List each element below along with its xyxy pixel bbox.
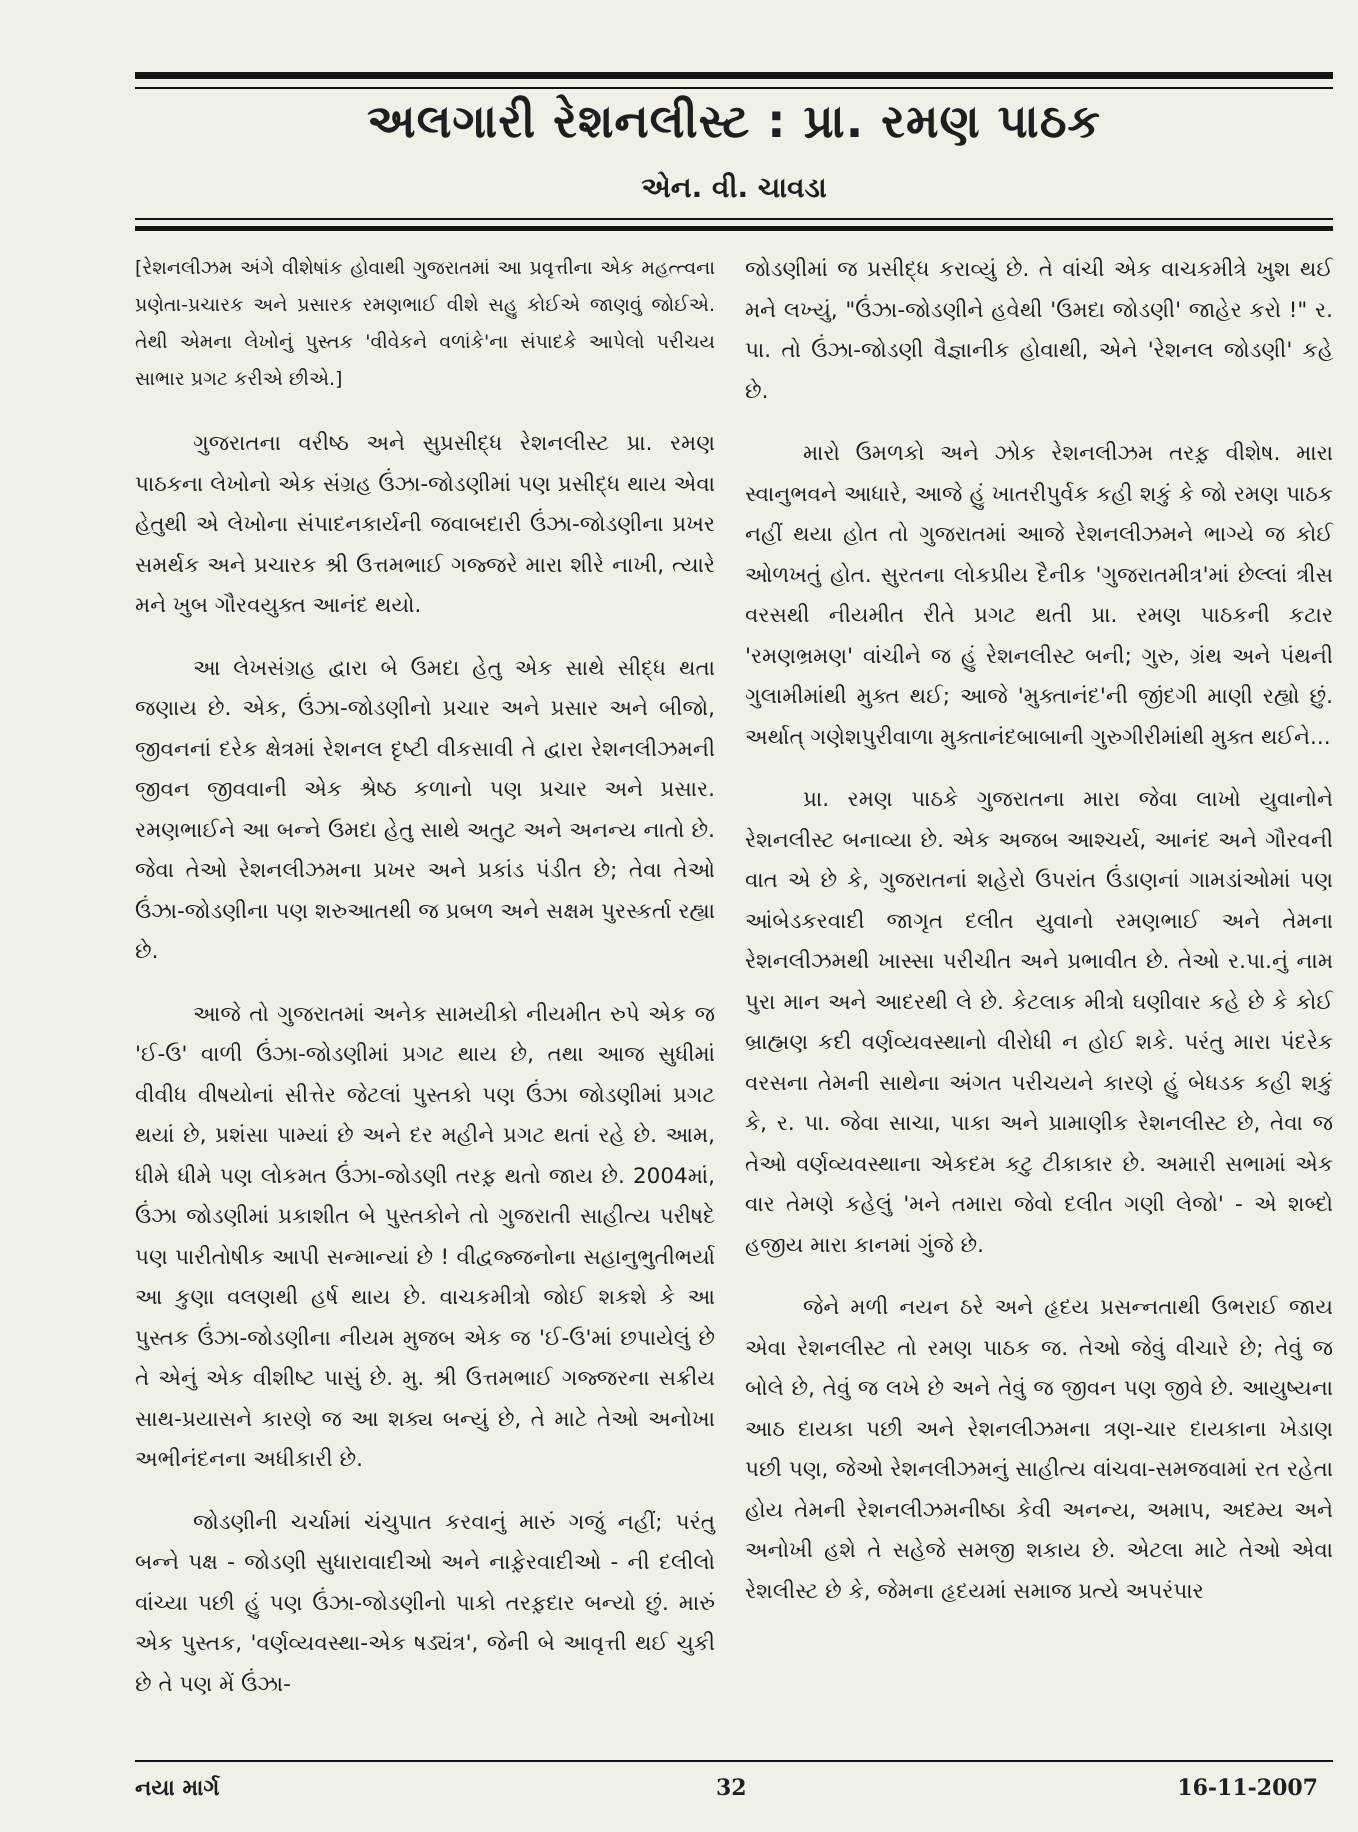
issue-date: 16-11-2007 — [1177, 1775, 1318, 1801]
page-number: 32 — [716, 1775, 747, 1801]
left-column — [135, 250, 715, 1727]
paragraph: આજે તો ગુજરાતમાં અનેક સામયીકો નીયમીત રુપે એક જ 'ઈ-ઉ' વાળી ઉંઝા-જોડણીમાં પ્રગટ થાય છે, તથા આજ સુધીમાં વીવીધ વીષયોનાં સીત્તેર જેટલાં પુસ્તકો પણ ઉંઝા જોડણીમાં પ્રગટ થયાં છે, પ્રશંસા પામ્યાં છે અને દર મહીને પ્રગટ થતાં રહે છે. આમ, ધીમે ધીમે પણ લોકમત ઉંઝા-જોડણી તરફ઼ થતો જાય છે. 2004માં, ઉંઝા જોડણીમાં પ્રકાશીત બે પુસ્તકોને તો ગુજરાતી સાહીત્ય પરીષદે પણ પારીતોષીક આપી સન્માન્યાં છે ! વીદ્વજ્જનોના સહાનુભુતીભર્યા આ કુણા વલણથી હર્ષ થાય છે. વાચકમીત્રો જોઈ શકશે કે આ પુસ્તક ઉંઝા-જોડણીના નીયમ મુજબ એક જ 'ઈ-ઉ'માં છપાયેલું છે તે એનું એક વીશીષ્ટ પાસું છે. મુ. શ્રી ઉત્તમભાઈ ગજ્જરના સક્રીય સાથ-પ્રયાસને કારણે જ આ શક્ય બન્યું છે, તે માટે તેઓ અનોખા અભીનંદનના અધીકારી છે. — [135, 1001, 715, 1472]
header-thin-rule — [135, 218, 1333, 220]
paragraph: પ્રા. રમણ પાઠકે ગુજરાતના મારા જેવા લાખો યુવાનોને રેશનલીસ્ટ બનાવ્યા છે. એક અજબ આશ્ચર્ય, આનંદ અને ગૌરવની વાત એ છે કે, ગુજરાતનાં શહેરો ઉપરાંત ઉંડાણનાં ગામડાંઓમાં પણ આંબેડકરવાદી જાગૃત દલીત યુવાનો રમણભાઈ અને તેમના રેશનલીઝમથી ખાસ્સા પરીચીત અને પ્રભાવીત છે. તેઓ ર.પા.નું નામ પુરા માન અને આદરથી લે છે. કેટલાક મીત્રો ઘણીવાર કહે છે કે કોઈ બ્રાહ્મણ કદી વર્ણવ્યવસ્થાનો વીરોધી ન હોઈ શકે. પરંતુ મારા પંદરેક વરસના તેમની સાથેના અંગત પરીચયને કારણે હું બેધડક કહી શકું કે, ર. પા. જેવા સાચા, પાકા અને પ્રામાણીક રેશનલીસ્ટ છે, તેવા જ તેઓ વર્ણવ્યવસ્થાના એકદમ કટુ ટીકાકાર છે. અમારી સભામાં એક વાર તેમણે કહેલું 'મને તમારા જેવો દલીત ગણી લેજો' - એ શબ્દો હજીય મારા કાનમાં ગુંજે છે. — [745, 787, 1333, 1258]
paragraph: ગુજરાતના વરીષ્ઠ અને સુપ્રસીદ્ધ રેશનલીસ્ટ પ્રા. રમણ પાઠકના લેખોનો એક સંગ્રહ ઉંઝા-જોડણીમાં પણ પ્રસીદ્ધ થાય એવા હેતુથી એ લેખોના સંપાદનકાર્યની જવાબદારી ઉંઝા-જોડણીના પ્રખર સમર્થક અને પ્રચારક શ્રી ઉત્તમભાઈ ગજ્જરે મારા શીરે નાખી, ત્યારે મને ખુબ ગૌરવયુક્ત આનંદ થયો. — [135, 431, 715, 618]
paragraph: આ લેખસંગ્રહ દ્વારા બે ઉમદા હેતુ એક સાથે સીદ્ધ થતા જણાય છે. એક, ઉંઝા-જોડણીનો પ્રચાર અને પ્રસાર અને બીજો, જીવનનાં દરેક ક્ષેત્રમાં રેશનલ દૃષ્ટી વીકસાવી તે દ્વારા રેશનલીઝમની જીવન જીવવાની એક શ્રેષ્ઠ કળાનો પણ પ્રચાર અને પ્રસાર. રમણભાઈને આ બન્ને ઉમદા હેતુ સાથે અતુટ અને અનન્ય નાતો છે. જેવા તેઓ રેશનલીઝમના પ્રખર અને પ્રકાંડ પંડીત છે; તેવા તેઓ ઉંઝા-જોડણીના પણ શરુઆતથી જ પ્રબળ અને સક્ષમ પુરસ્કર્તા રહ્યા છે. — [135, 655, 715, 964]
top-thin-rule — [135, 87, 1333, 89]
paragraph: મારો ઉમળકો અને ઝોક રેશનલીઝમ તરફ઼ વીશેષ. મારા સ્વાનુભવને આધારે, આજે હું ખાતરીપુર્વક કહી શકું કે જો રમણ પાઠક નહીં થયા હોત તો ગુજરાતમાં આજે રેશનલીઝમને ભાગ્યે જ કોઈ ઓળખતું હોત. સુરતના લોકપ્રીય દૈનીક 'ગુજરાતમીત્ર'માં છેલ્લાં ત્રીસ વરસથી નીયમીત રીતે પ્રગટ થતી પ્રા. રમણ પાઠકની કટાર 'રમણભ્રમણ' વાંચીને જ હું રેશનલીસ્ટ બની; ગુરુ, ગ્રંથ અને પંથની ગુલામીમાંથી મુક્ત થઈ; આજે 'મુક્તાનંદ'ની જીંદગી માણી રહ્યો છું. અર્થાત્ ગણેશપુરીવાળા મુક્તાનંદબાબાની ગુરુગીરીમાંથી મુક્ત થઈને... — [745, 441, 1333, 750]
header-thick-rule — [135, 226, 1333, 231]
top-thick-rule — [135, 72, 1333, 79]
paragraph: જોડણીની ચર્ચામાં ચંચુપાત કરવાનું મારું ગજું નહીં; પરંતુ બન્ને પક્ષ - જોડણી સુધારાવાદીઓ અને નાફ઼ેરવાદીઓ - ની દલીલો વાંચ્યા પછી હું પણ ઉંઝા-જોડણીનો પાકો તરફ઼દાર બન્યો છું. મારું એક પુસ્તક, 'વર્ણવ્યવસ્થા-એક ષડ્યંત્ર', જેની બે આવૃત્તી થઈ ચુકી છે તે પણ મેં ઉંઝા- — [135, 1509, 715, 1697]
article-author: એન. વી. ચાવડા — [641, 171, 827, 204]
paragraph: જેને મળી નયન ઠરે અને હૃદય પ્રસન્નતાથી ઉભરાઈ જાય એવા રેશનલીસ્ટ તો રમણ પાઠક જ. તેઓ જેવું વીચારે છે; તેવું જ બોલે છે, તેવું જ લખે છે અને તેવું જ જીવન પણ જીવે છે. આયુષ્યના આઠ દાયકા પછી અને રેશનલીઝમના ત્રણ-ચાર દાયકાના ખેડાણ પછી પણ, જેઓ રેશનલીઝમનું સાહીત્ય વાંચવા-સમજવામાં રત રહેતા હોય તેમની રેશનલીઝમનીષ્ઠા કેવી અનન્ય, અમાપ, અદમ્ય અને અનોખી હશે તે સહેજે સમજી શકાય છે. એટલા માટે તેઓ એવા રેશલીસ્ટ છે કે, જેમના હૃદયમાં સમાજ પ્રત્યે અપરંપાર — [745, 1295, 1333, 1604]
footer-rule — [135, 1760, 1333, 1762]
publication-name: નયા માર્ગ — [135, 1775, 220, 1801]
right-column — [745, 250, 1333, 1634]
article-title: અલગારી રેશનલીસ્ટ : પ્રા. રમણ પાઠક — [367, 94, 1101, 148]
editor-intro-note: [રેશનલીઝમ અંગે વીશેષાંક હોવાથી ગુજરાતમાં આ પ્રવૃત્તીના એક મહત્ત્વના પ્રણેતા-પ્રચારક અને પ્રસારક રમણભાઈ વીશે સહુ કોઈએ જાણવું જોઈએ. તેથી એમના લેખોનું પુસ્તક 'વીવેકને વળાંકે'ના સંપાદકે આપેલો પરીચય સાભાર પ્રગટ કરીએ છીએ.] — [135, 257, 715, 390]
paragraph-continued: જોડણીમાં જ પ્રસીદ્ધ કરાવ્યું છે. તે વાંચી એક વાચકમીત્રે ખુશ થઈ મને લખ્યું, "ઉંઝા-જોડણીને હવેથી 'ઉમદા જોડણી' જાહેર કરો !" ર. પા. તો ઉંઝા-જોડણી વૈજ્ઞાનીક હોવાથી, એને 'રેશનલ જોડણી' કહે છે. — [745, 257, 1333, 404]
